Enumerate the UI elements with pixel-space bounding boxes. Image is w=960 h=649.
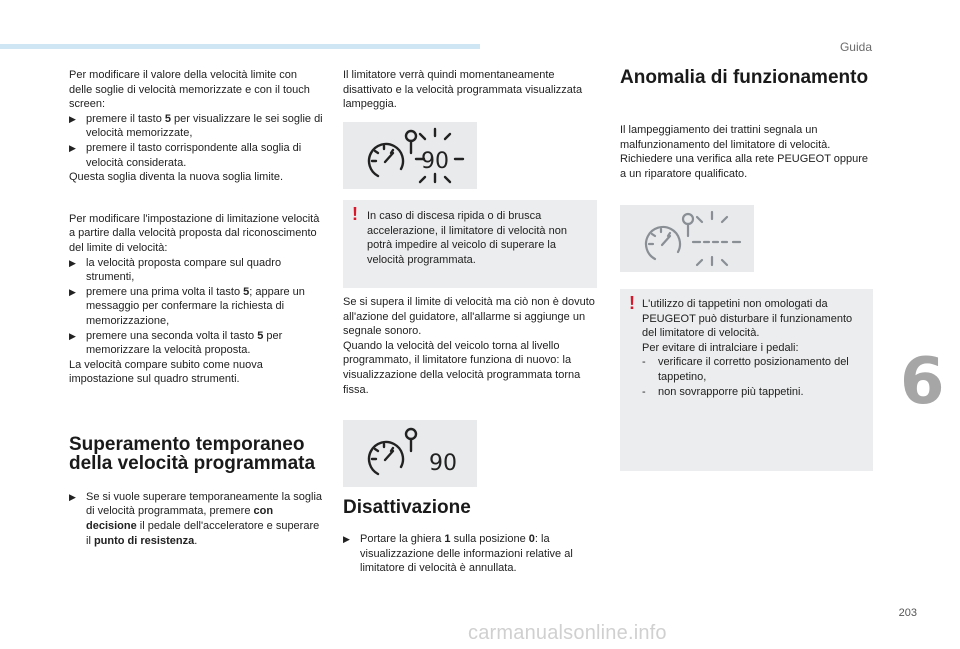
warning-icon: ! bbox=[629, 293, 635, 313]
bullet-icon: ▶ bbox=[69, 491, 76, 502]
paragraph: Il limitatore verrà quindi momentaneamente disattivato e la velocità programmata visualizzata lampeggia. bbox=[343, 69, 583, 111]
speedometer-icon bbox=[343, 122, 477, 189]
section-heading: Disattivazione bbox=[343, 497, 471, 518]
paragraph: Se si supera il limite di velocità ma ciò non è dovuto all'azione del guidatore, all'allarme si aggiunge un segnale sonoro. bbox=[343, 296, 595, 338]
paragraph: La velocità compare subito come nuova impostazione sul quadro strumenti. bbox=[69, 358, 263, 386]
list-item: - non sovrapporre più tappetini. bbox=[642, 385, 804, 398]
speed-limit-display-steady bbox=[343, 420, 477, 487]
list-item: ▶ premere il tasto corrispondente alla soglia di velocità considerata. bbox=[69, 141, 302, 169]
section-heading: Anomalia di funzionamento bbox=[620, 67, 869, 88]
warning-text: L'utilizzo di tappetini non omologati da PEUGEOT può disturbare il funzionamento del limitatore di velocità. bbox=[642, 298, 853, 340]
list-item: ▶ la velocità proposta compare sul quadro strumenti, bbox=[69, 256, 282, 284]
bullet-icon: ▶ bbox=[69, 113, 76, 124]
column-3 bbox=[620, 68, 874, 181]
section-title: Guida bbox=[839, 40, 872, 54]
warning-content bbox=[642, 297, 866, 399]
column-2 bbox=[343, 68, 597, 112]
paragraph: Quando la velocità del veicolo torna al livello programmato, il limitatore funziona di nuovo: la visualizzazione della velocità programmata torna fissa. bbox=[343, 339, 581, 396]
paragraph: Questa soglia diventa la nuova soglia limite. bbox=[69, 171, 284, 184]
section-heading: Superamento temporaneo della velocità programmata bbox=[69, 433, 316, 474]
column-1 bbox=[69, 68, 323, 548]
column-2-deactivation bbox=[343, 498, 597, 576]
speed-limit-display-flashing bbox=[343, 122, 477, 189]
chapter-number: 6 bbox=[900, 345, 945, 419]
list-item: ▶ Se si vuole superare temporaneamente la soglia di velocità programmata, premere con decisione il pedale dell'acceleratore e superare il punto di resistenza. bbox=[69, 490, 323, 547]
list-item: ▶ premere il tasto 5 per visualizzare le sei soglie di velocità memorizzate, bbox=[69, 112, 323, 140]
speed-limit-display-fault bbox=[620, 205, 754, 272]
paragraph: Il lampeggiamento dei trattini segnala un malfunzionamento del limitatore di velocità. Richiedere una verifica alla rete PEUGEOT oppure a un riparatore qualificato. bbox=[620, 124, 869, 180]
warning-box bbox=[343, 200, 597, 288]
svg-text:90: 90 bbox=[429, 451, 457, 476]
column-2-body bbox=[343, 295, 597, 397]
paragraph: Per modificare l'impostazione di limitazione velocità a partire dalla velocità proposta dal riconoscimento del limite di velocità: bbox=[69, 212, 320, 254]
bullet-icon: ▶ bbox=[69, 257, 76, 268]
bullet-icon: ▶ bbox=[69, 142, 76, 153]
bullet-icon: ▶ bbox=[69, 330, 76, 341]
warning-text: Per evitare di intralciare i pedali: bbox=[642, 341, 799, 354]
speedometer-icon bbox=[620, 205, 754, 272]
warning-text: In caso di discesa ripida o di brusca accelerazione, il limitatore di velocità non potrà impedire al veicolo di superare la velocità programmata. bbox=[367, 210, 567, 266]
header-bar bbox=[0, 44, 480, 49]
speedometer-icon bbox=[343, 420, 477, 487]
list-item: ▶ premere una seconda volta il tasto 5 per memorizzare la velocità proposta. bbox=[69, 329, 283, 357]
warning-box bbox=[620, 289, 873, 471]
watermark: carmanualsonline.info bbox=[468, 622, 667, 644]
list-item: ▶ Portare la ghiera 1 sulla posizione 0: la visualizzazione delle informazioni relative al limitatore di velocità è annullata. bbox=[343, 533, 573, 575]
bullet-icon: ▶ bbox=[343, 534, 350, 544]
list-item: - verificare il corretto posizionamento del tappetino, bbox=[642, 356, 849, 383]
svg-text:90: 90 bbox=[421, 149, 449, 174]
page-number: 203 bbox=[898, 607, 917, 619]
paragraph: Per modificare il valore della velocità limite con delle soglie di velocità memorizzate e con il touch screen: bbox=[69, 69, 310, 111]
warning-icon: ! bbox=[352, 204, 358, 224]
list-item: ▶ premere una prima volta il tasto 5; appare un messaggio per confermare la richiesta di memorizzazione, bbox=[69, 285, 305, 327]
bullet-icon: ▶ bbox=[69, 286, 76, 297]
